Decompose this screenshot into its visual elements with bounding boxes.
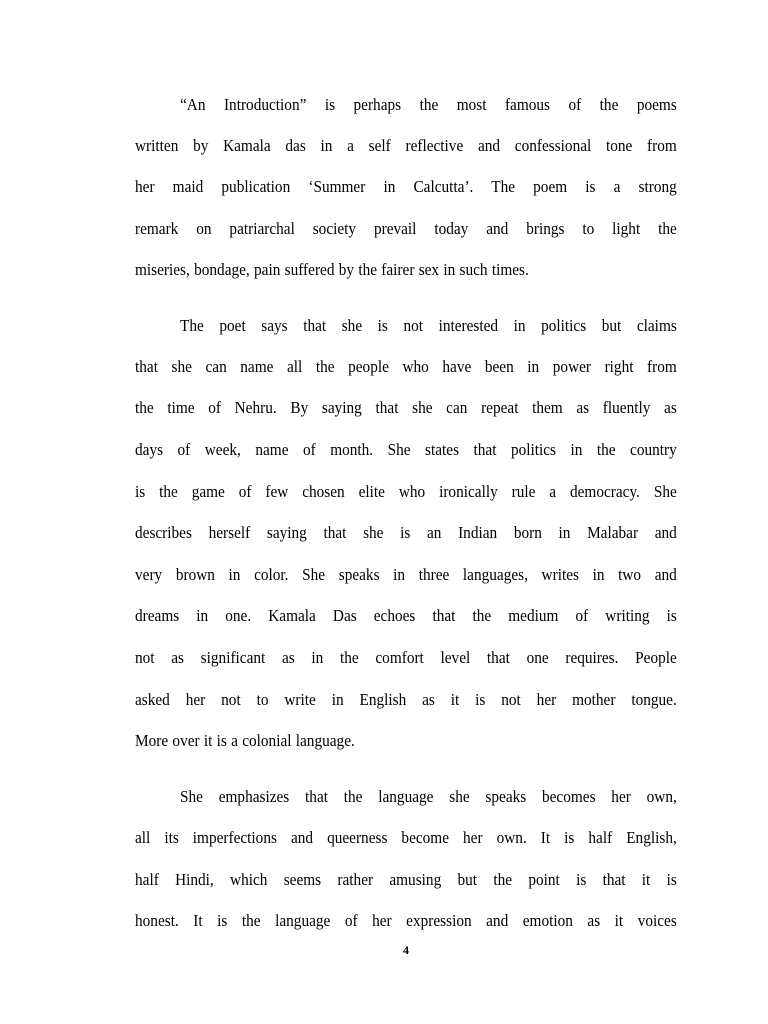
text-line: dreams in one. Kamala Das echoes that the medium of writing is [135, 606, 677, 625]
text-line: honest. It is the language of her expression and emotion as it voices [135, 911, 677, 930]
text-line: is the game of few chosen elite who ironically rule a democracy. She [135, 482, 677, 501]
text-line: half Hindi, which seems rather amusing but the point is that it is [135, 870, 677, 889]
text-line: written by Kamala das in a self reflective and confessional tone from [135, 136, 677, 155]
text-line: miseries, bondage, pain suffered by the fairer sex in such times. [135, 260, 529, 279]
page-number: 4 [403, 943, 409, 957]
text-line: The poet says that she is not interested in politics but claims [180, 316, 677, 335]
text-line: asked her not to write in English as it is not her mother tongue. [135, 690, 677, 709]
text-line: very brown in color. She speaks in three languages, writes in two and [135, 565, 677, 584]
text-line: the time of Nehru. By saying that she can repeat them as fluently as [135, 398, 677, 417]
text-line: describes herself saying that she is an Indian born in Malabar and [135, 523, 677, 542]
text-line: her maid publication ‘Summer in Calcutta’. The poem is a strong [135, 177, 677, 196]
text-line: “An Introduction” is perhaps the most famous of the poems [180, 95, 677, 114]
text-line: that she can name all the people who have been in power right from [135, 357, 677, 376]
text-line: all its imperfections and queerness become her own. It is half English, [135, 828, 677, 847]
text-line: not as significant as in the comfort level that one requires. People [135, 648, 677, 667]
text-line: She emphasizes that the language she speaks becomes her own, [180, 787, 677, 806]
text-line: More over it is a colonial language. [135, 731, 355, 750]
text-line: days of week, name of month. She states that politics in the country [135, 440, 677, 459]
text-line: remark on patriarchal society prevail today and brings to light the [135, 219, 677, 238]
